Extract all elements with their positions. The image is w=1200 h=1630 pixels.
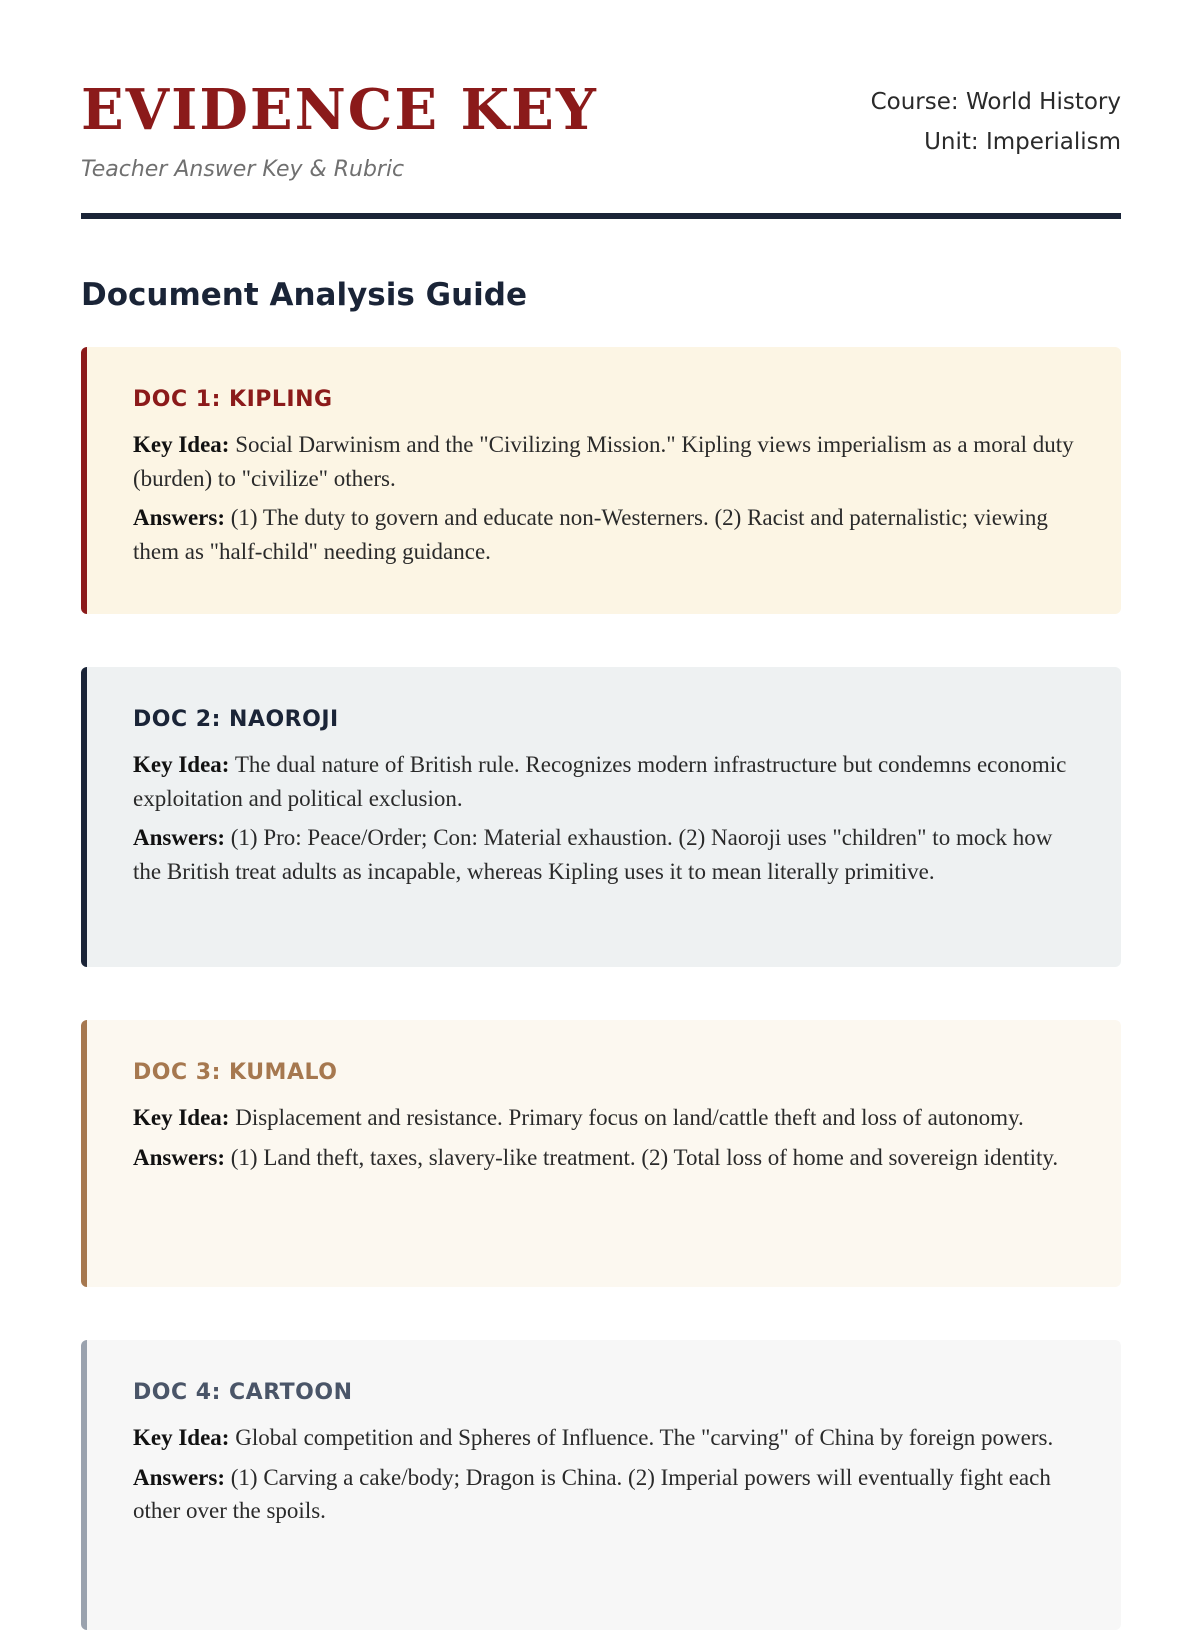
- key-idea-text: Social Darwinism and the "Civilizing Mission." Kipling views imperialism as a moral duty (burden) to "civilize" others.: [133, 432, 1074, 491]
- key-idea-label: Key Idea:: [133, 1425, 230, 1450]
- key-idea-label: Key Idea:: [133, 752, 230, 777]
- section-title: Document Analysis Guide: [81, 277, 527, 313]
- key-idea-text: Global competition and Spheres of Influence. The "carving" of China by foreign powers.: [235, 1425, 1054, 1450]
- unit-label: Unit: Imperialism: [924, 129, 1121, 155]
- key-idea-text: The dual nature of British rule. Recognizes modern infrastructure but condemns economic exploitation and political exclusion.: [133, 752, 1067, 811]
- answers-text: (1) Land theft, taxes, slavery-like treatment. (2) Total loss of home and sovereign identity.: [230, 1144, 1059, 1170]
- answers-text: (1) The duty to govern and educate non-Westerners. (2) Racist and paternalistic; viewing them as "half-child" needing guidance.: [133, 505, 1048, 564]
- page-title: EVIDENCE KEY: [81, 77, 598, 143]
- answers-text: (1) Carving a cake/body; Dragon is China. (2) Imperial powers will eventually fight each other over the spoils.: [133, 1464, 1051, 1523]
- key-idea-paragraph: [133, 1101, 1075, 1135]
- key-idea-paragraph: [133, 1421, 1075, 1455]
- header-divider: [81, 213, 1121, 219]
- doc-heading: DOC 4: CARTOON: [133, 1380, 353, 1405]
- doc-heading: DOC 3: KUMALO: [133, 1060, 338, 1085]
- answers-paragraph: [133, 1461, 1075, 1528]
- course-label: Course: World History: [870, 89, 1121, 115]
- answers-label: Answers:: [133, 825, 225, 850]
- key-idea-text: Displacement and resistance. Primary focus on land/cattle theft and loss of autonomy.: [235, 1105, 1024, 1130]
- answers-label: Answers:: [133, 505, 225, 530]
- answers-paragraph: [133, 821, 1075, 888]
- answers-text: (1) Pro: Peace/Order; Con: Material exhaustion. (2) Naoroji uses "children" to mock how the British treat adults as incapable, whereas Kipling uses it to mean literally primitive.: [133, 825, 1053, 884]
- course-meta: [871, 82, 1121, 162]
- key-idea-label: Key Idea:: [133, 1105, 230, 1130]
- doc-card-kumalo: [81, 1020, 1121, 1287]
- doc-card-kipling: [81, 347, 1121, 614]
- key-idea-label: Key Idea:: [133, 432, 230, 457]
- doc-card-naoroji: [81, 667, 1121, 967]
- doc-heading: DOC 1: KIPLING: [133, 387, 333, 412]
- answers-paragraph: [133, 501, 1075, 568]
- page-subtitle: Teacher Answer Key & Rubric: [81, 157, 405, 182]
- answers-label: Answers:: [133, 1144, 225, 1170]
- doc-heading: DOC 2: NAOROJI: [133, 707, 339, 732]
- answer-key-page: [81, 0, 1121, 1523]
- answers-label: Answers:: [133, 1464, 225, 1490]
- answers-paragraph: [133, 1141, 1075, 1175]
- key-idea-paragraph: [133, 748, 1075, 815]
- key-idea-paragraph: [133, 428, 1075, 495]
- page-header: [81, 0, 1121, 222]
- doc-card-cartoon: [81, 1340, 1121, 1630]
